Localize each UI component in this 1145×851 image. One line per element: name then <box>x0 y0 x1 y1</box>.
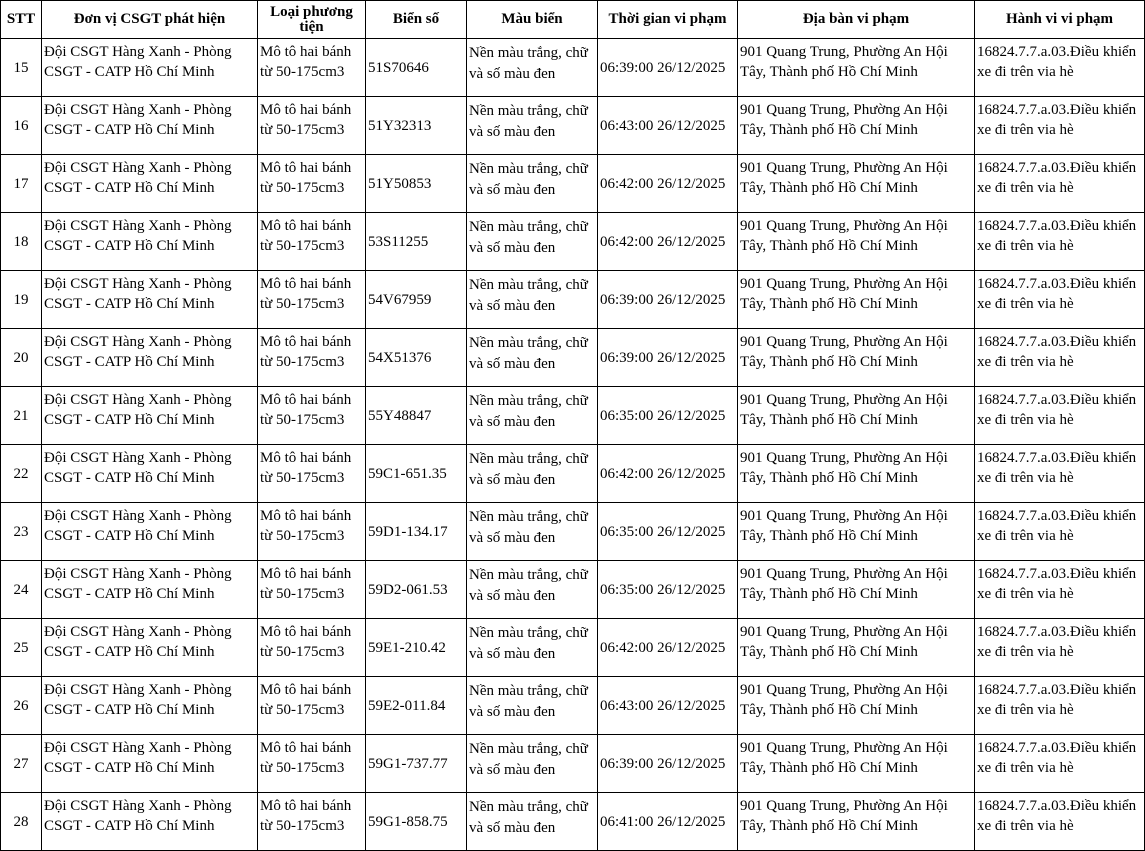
violation-cell: 16824.7.7.a.03.Điều khiển xe đi trên via hè <box>975 677 1145 735</box>
plate-cell: 59E2-011.84 <box>366 677 467 735</box>
violation-cell: 16824.7.7.a.03.Điều khiển xe đi trên via hè <box>975 213 1145 271</box>
unit-cell: Đội CSGT Hàng Xanh - Phòng CSGT - CATP Hồ Chí Minh <box>42 677 258 735</box>
time-cell: 06:39:00 26/12/2025 <box>598 329 738 387</box>
location-cell: 901 Quang Trung, Phường An Hội Tây, Thành phố Hồ Chí Minh <box>738 445 975 503</box>
stt-cell: 27 <box>1 735 42 793</box>
unit-cell: Đội CSGT Hàng Xanh - Phòng CSGT - CATP Hồ Chí Minh <box>42 445 258 503</box>
plate-cell: 54V67959 <box>366 271 467 329</box>
violation-cell: 16824.7.7.a.03.Điều khiển xe đi trên via hè <box>975 155 1145 213</box>
location-cell: 901 Quang Trung, Phường An Hội Tây, Thành phố Hồ Chí Minh <box>738 155 975 213</box>
unit-cell: Đội CSGT Hàng Xanh - Phòng CSGT - CATP Hồ Chí Minh <box>42 387 258 445</box>
table-row <box>1 735 1145 793</box>
plate-color-cell: Nền màu trắng, chữ và số màu đen <box>467 387 598 445</box>
plate-color-cell: Nền màu trắng, chữ và số màu đen <box>467 677 598 735</box>
location-cell: 901 Quang Trung, Phường An Hội Tây, Thành phố Hồ Chí Minh <box>738 97 975 155</box>
stt-cell: 15 <box>1 39 42 97</box>
vehicle-type-cell: Mô tô hai bánh từ 50-175cm3 <box>258 561 366 619</box>
time-cell: 06:43:00 26/12/2025 <box>598 97 738 155</box>
plate-color-cell: Nền màu trắng, chữ và số màu đen <box>467 155 598 213</box>
plate-color-cell: Nền màu trắng, chữ và số màu đen <box>467 735 598 793</box>
time-cell: 06:43:00 26/12/2025 <box>598 677 738 735</box>
violation-cell: 16824.7.7.a.03.Điều khiển xe đi trên via hè <box>975 561 1145 619</box>
vehicle-type-cell: Mô tô hai bánh từ 50-175cm3 <box>258 677 366 735</box>
plate-cell: 54X51376 <box>366 329 467 387</box>
table-body <box>1 39 1145 851</box>
time-cell: 06:35:00 26/12/2025 <box>598 387 738 445</box>
header-stt: STT <box>1 1 42 39</box>
vehicle-type-cell: Mô tô hai bánh từ 50-175cm3 <box>258 387 366 445</box>
unit-cell: Đội CSGT Hàng Xanh - Phòng CSGT - CATP Hồ Chí Minh <box>42 503 258 561</box>
stt-cell: 18 <box>1 213 42 271</box>
plate-cell: 59D1-134.17 <box>366 503 467 561</box>
vehicle-type-cell: Mô tô hai bánh từ 50-175cm3 <box>258 155 366 213</box>
header-violation: Hành vi vi phạm <box>975 1 1145 39</box>
stt-cell: 21 <box>1 387 42 445</box>
stt-cell: 19 <box>1 271 42 329</box>
plate-color-cell: Nền màu trắng, chữ và số màu đen <box>467 793 598 851</box>
table-row <box>1 387 1145 445</box>
location-cell: 901 Quang Trung, Phường An Hội Tây, Thành phố Hồ Chí Minh <box>738 39 975 97</box>
unit-cell: Đội CSGT Hàng Xanh - Phòng CSGT - CATP Hồ Chí Minh <box>42 619 258 677</box>
time-cell: 06:42:00 26/12/2025 <box>598 445 738 503</box>
header-plate: Biển số <box>366 1 467 39</box>
plate-cell: 53S11255 <box>366 213 467 271</box>
time-cell: 06:35:00 26/12/2025 <box>598 561 738 619</box>
vehicle-type-cell: Mô tô hai bánh từ 50-175cm3 <box>258 39 366 97</box>
time-cell: 06:42:00 26/12/2025 <box>598 213 738 271</box>
header-unit: Đơn vị CSGT phát hiện <box>42 1 258 39</box>
plate-cell: 59E1-210.42 <box>366 619 467 677</box>
vehicle-type-cell: Mô tô hai bánh từ 50-175cm3 <box>258 97 366 155</box>
stt-cell: 25 <box>1 619 42 677</box>
stt-cell: 20 <box>1 329 42 387</box>
plate-cell: 59C1-651.35 <box>366 445 467 503</box>
violation-cell: 16824.7.7.a.03.Điều khiển xe đi trên via hè <box>975 329 1145 387</box>
location-cell: 901 Quang Trung, Phường An Hội Tây, Thành phố Hồ Chí Minh <box>738 387 975 445</box>
location-cell: 901 Quang Trung, Phường An Hội Tây, Thành phố Hồ Chí Minh <box>738 271 975 329</box>
violation-cell: 16824.7.7.a.03.Điều khiển xe đi trên via hè <box>975 793 1145 851</box>
location-cell: 901 Quang Trung, Phường An Hội Tây, Thành phố Hồ Chí Minh <box>738 619 975 677</box>
plate-cell: 51Y32313 <box>366 97 467 155</box>
stt-cell: 28 <box>1 793 42 851</box>
table-row <box>1 271 1145 329</box>
table-row <box>1 445 1145 503</box>
location-cell: 901 Quang Trung, Phường An Hội Tây, Thành phố Hồ Chí Minh <box>738 329 975 387</box>
vehicle-type-cell: Mô tô hai bánh từ 50-175cm3 <box>258 503 366 561</box>
plate-color-cell: Nền màu trắng, chữ và số màu đen <box>467 445 598 503</box>
location-cell: 901 Quang Trung, Phường An Hội Tây, Thành phố Hồ Chí Minh <box>738 793 975 851</box>
table-row <box>1 329 1145 387</box>
time-cell: 06:35:00 26/12/2025 <box>598 503 738 561</box>
table-row <box>1 677 1145 735</box>
plate-color-cell: Nền màu trắng, chữ và số màu đen <box>467 213 598 271</box>
location-cell: 901 Quang Trung, Phường An Hội Tây, Thành phố Hồ Chí Minh <box>738 561 975 619</box>
violation-cell: 16824.7.7.a.03.Điều khiển xe đi trên via hè <box>975 619 1145 677</box>
vehicle-type-cell: Mô tô hai bánh từ 50-175cm3 <box>258 793 366 851</box>
violation-cell: 16824.7.7.a.03.Điều khiển xe đi trên via hè <box>975 735 1145 793</box>
stt-cell: 23 <box>1 503 42 561</box>
plate-cell: 55Y48847 <box>366 387 467 445</box>
header-row <box>1 1 1145 39</box>
header-time: Thời gian vi phạm <box>598 1 738 39</box>
unit-cell: Đội CSGT Hàng Xanh - Phòng CSGT - CATP Hồ Chí Minh <box>42 793 258 851</box>
time-cell: 06:42:00 26/12/2025 <box>598 619 738 677</box>
table-row <box>1 561 1145 619</box>
plate-color-cell: Nền màu trắng, chữ và số màu đen <box>467 619 598 677</box>
plate-color-cell: Nền màu trắng, chữ và số màu đen <box>467 97 598 155</box>
vehicle-type-cell: Mô tô hai bánh từ 50-175cm3 <box>258 619 366 677</box>
stt-cell: 24 <box>1 561 42 619</box>
stt-cell: 26 <box>1 677 42 735</box>
header-vehicle-type: Loại phương tiện <box>258 1 366 39</box>
vehicle-type-cell: Mô tô hai bánh từ 50-175cm3 <box>258 213 366 271</box>
unit-cell: Đội CSGT Hàng Xanh - Phòng CSGT - CATP Hồ Chí Minh <box>42 561 258 619</box>
plate-cell: 59G1-858.75 <box>366 793 467 851</box>
plate-cell: 59D2-061.53 <box>366 561 467 619</box>
plate-color-cell: Nền màu trắng, chữ và số màu đen <box>467 271 598 329</box>
unit-cell: Đội CSGT Hàng Xanh - Phòng CSGT - CATP Hồ Chí Minh <box>42 735 258 793</box>
unit-cell: Đội CSGT Hàng Xanh - Phòng CSGT - CATP Hồ Chí Minh <box>42 97 258 155</box>
violation-cell: 16824.7.7.a.03.Điều khiển xe đi trên via hè <box>975 271 1145 329</box>
table-row <box>1 97 1145 155</box>
table-row <box>1 155 1145 213</box>
unit-cell: Đội CSGT Hàng Xanh - Phòng CSGT - CATP Hồ Chí Minh <box>42 329 258 387</box>
violation-cell: 16824.7.7.a.03.Điều khiển xe đi trên via hè <box>975 39 1145 97</box>
unit-cell: Đội CSGT Hàng Xanh - Phòng CSGT - CATP Hồ Chí Minh <box>42 271 258 329</box>
plate-cell: 51S70646 <box>366 39 467 97</box>
violation-cell: 16824.7.7.a.03.Điều khiển xe đi trên via hè <box>975 503 1145 561</box>
plate-cell: 59G1-737.77 <box>366 735 467 793</box>
stt-cell: 22 <box>1 445 42 503</box>
time-cell: 06:39:00 26/12/2025 <box>598 271 738 329</box>
table-row <box>1 213 1145 271</box>
violation-cell: 16824.7.7.a.03.Điều khiển xe đi trên via hè <box>975 445 1145 503</box>
unit-cell: Đội CSGT Hàng Xanh - Phòng CSGT - CATP Hồ Chí Minh <box>42 155 258 213</box>
time-cell: 06:39:00 26/12/2025 <box>598 39 738 97</box>
time-cell: 06:39:00 26/12/2025 <box>598 735 738 793</box>
header-plate-color: Màu biển <box>467 1 598 39</box>
header-location: Địa bàn vi phạm <box>738 1 975 39</box>
time-cell: 06:42:00 26/12/2025 <box>598 155 738 213</box>
vehicle-type-cell: Mô tô hai bánh từ 50-175cm3 <box>258 329 366 387</box>
vehicle-type-cell: Mô tô hai bánh từ 50-175cm3 <box>258 271 366 329</box>
violation-cell: 16824.7.7.a.03.Điều khiển xe đi trên via hè <box>975 387 1145 445</box>
location-cell: 901 Quang Trung, Phường An Hội Tây, Thành phố Hồ Chí Minh <box>738 503 975 561</box>
unit-cell: Đội CSGT Hàng Xanh - Phòng CSGT - CATP Hồ Chí Minh <box>42 39 258 97</box>
plate-color-cell: Nền màu trắng, chữ và số màu đen <box>467 561 598 619</box>
time-cell: 06:41:00 26/12/2025 <box>598 793 738 851</box>
unit-cell: Đội CSGT Hàng Xanh - Phòng CSGT - CATP Hồ Chí Minh <box>42 213 258 271</box>
plate-cell: 51Y50853 <box>366 155 467 213</box>
plate-color-cell: Nền màu trắng, chữ và số màu đen <box>467 39 598 97</box>
location-cell: 901 Quang Trung, Phường An Hội Tây, Thành phố Hồ Chí Minh <box>738 735 975 793</box>
table-row <box>1 793 1145 851</box>
violation-cell: 16824.7.7.a.03.Điều khiển xe đi trên via hè <box>975 97 1145 155</box>
table-row <box>1 619 1145 677</box>
location-cell: 901 Quang Trung, Phường An Hội Tây, Thành phố Hồ Chí Minh <box>738 677 975 735</box>
vehicle-type-cell: Mô tô hai bánh từ 50-175cm3 <box>258 445 366 503</box>
plate-color-cell: Nền màu trắng, chữ và số màu đen <box>467 503 598 561</box>
stt-cell: 17 <box>1 155 42 213</box>
table-row <box>1 503 1145 561</box>
plate-color-cell: Nền màu trắng, chữ và số màu đen <box>467 329 598 387</box>
vehicle-type-cell: Mô tô hai bánh từ 50-175cm3 <box>258 735 366 793</box>
location-cell: 901 Quang Trung, Phường An Hội Tây, Thành phố Hồ Chí Minh <box>738 213 975 271</box>
table-row <box>1 39 1145 97</box>
stt-cell: 16 <box>1 97 42 155</box>
